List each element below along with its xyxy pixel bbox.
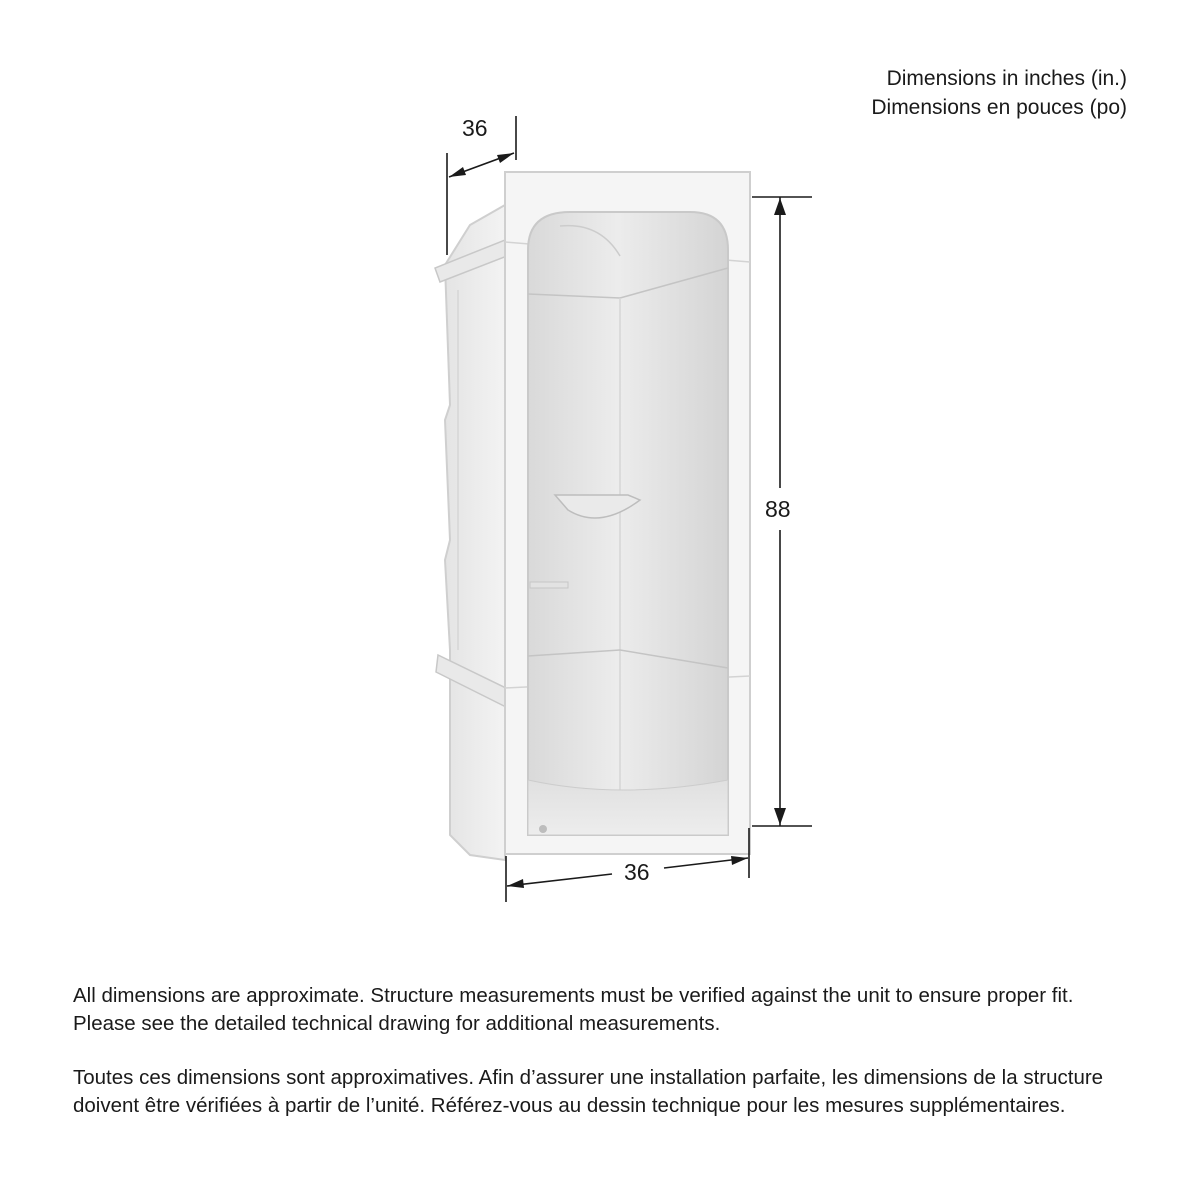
- units-label-en: Dimensions in inches (in.): [886, 67, 1127, 90]
- units-label-fr: Dimensions en pouces (po): [871, 96, 1127, 119]
- shower-interior: [528, 212, 728, 835]
- depth-label: 36: [462, 115, 488, 141]
- height-label: 88: [765, 496, 791, 522]
- drain-icon: [539, 825, 547, 833]
- shower-unit-side: [435, 205, 512, 860]
- width-label: 36: [624, 859, 650, 885]
- disclaimer-en: All dimensions are approximate. Structure measurements must be verified against the unit to ensure proper fit. Please see the detailed technical drawing for additional measurements.: [73, 984, 1074, 1035]
- disclaimer-fr: Toutes ces dimensions sont approximatives. Afin d’assurer une installation parfaite, les dimensions de la structure doivent être vérifiées à partir de l’unité. Référez-vous au dessin technique pour les mesures supplémentaires.: [73, 1066, 1104, 1117]
- disclaimer-notes: [73, 982, 1133, 1146]
